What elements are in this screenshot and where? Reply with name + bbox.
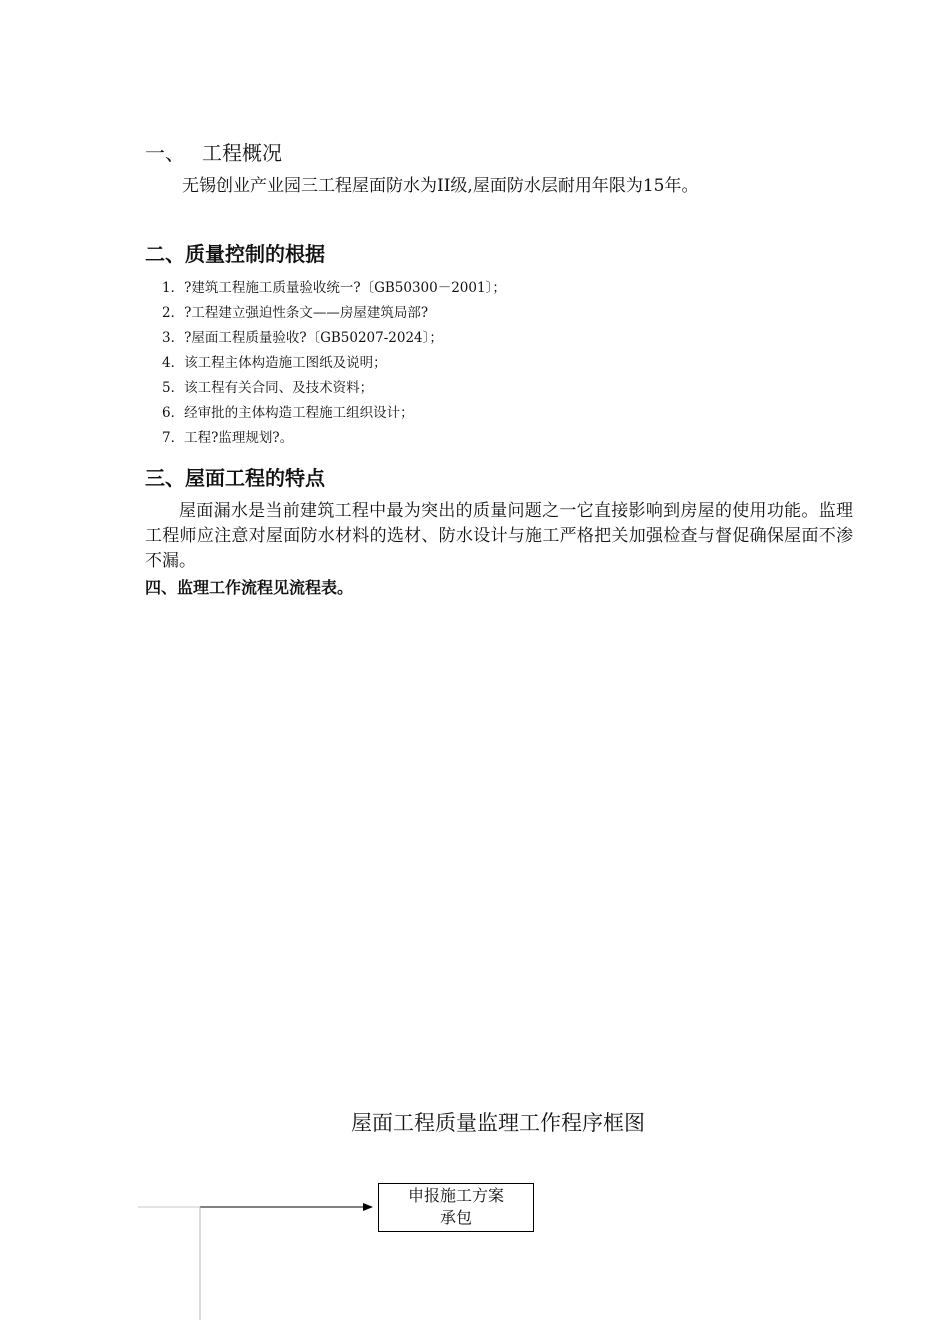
section3-paragraph: 屋面漏水是当前建筑工程中最为突出的质量问题之一它直接影响到房屋的使用功能。监理工程师应注意对屋面防水材料的选材、防水设计与施工严格把关加强检查与督促确保屋面不渗不漏。: [145, 501, 853, 571]
flow-box-construction-plan: [378, 1183, 534, 1232]
list-item: 3．?屋面工程质量验收?〔GB50207-2024〕；: [162, 330, 443, 346]
list-item: 7．工程?监理规划?。: [162, 430, 294, 446]
section1-number: 一、: [145, 141, 185, 165]
section1-paragraph: 无锡创业产业园三工程屋面防水为II级,屋面防水层耐用年限为15年。: [182, 176, 699, 196]
flow-box-line2: 承包: [439, 1208, 472, 1227]
flow-box-line1: 申报施工方案: [407, 1186, 504, 1205]
list-item: 4．该工程主体构造施工图纸及说明；: [162, 355, 387, 371]
flowchart-title: 屋面工程质量监理工作程序框图: [351, 1111, 645, 1135]
list-item: 5．该工程有关合同、及技术资料；: [162, 380, 374, 396]
section4-heading: 四、监理工作流程见流程表。: [145, 578, 354, 597]
list-item: 2．?工程建立强迫性条文——房屋建筑局部?: [162, 305, 429, 321]
section1-title: 工程概况: [202, 141, 282, 165]
list-item: 6．经审批的主体构造工程施工组织设计；: [162, 405, 414, 421]
section2-heading: 二、质量控制的根据: [145, 242, 325, 266]
section3-heading: 三、屋面工程的特点: [145, 466, 325, 490]
list-item: 1．?建筑工程施工质量验收统一?〔GB50300－2001〕；: [162, 280, 506, 296]
